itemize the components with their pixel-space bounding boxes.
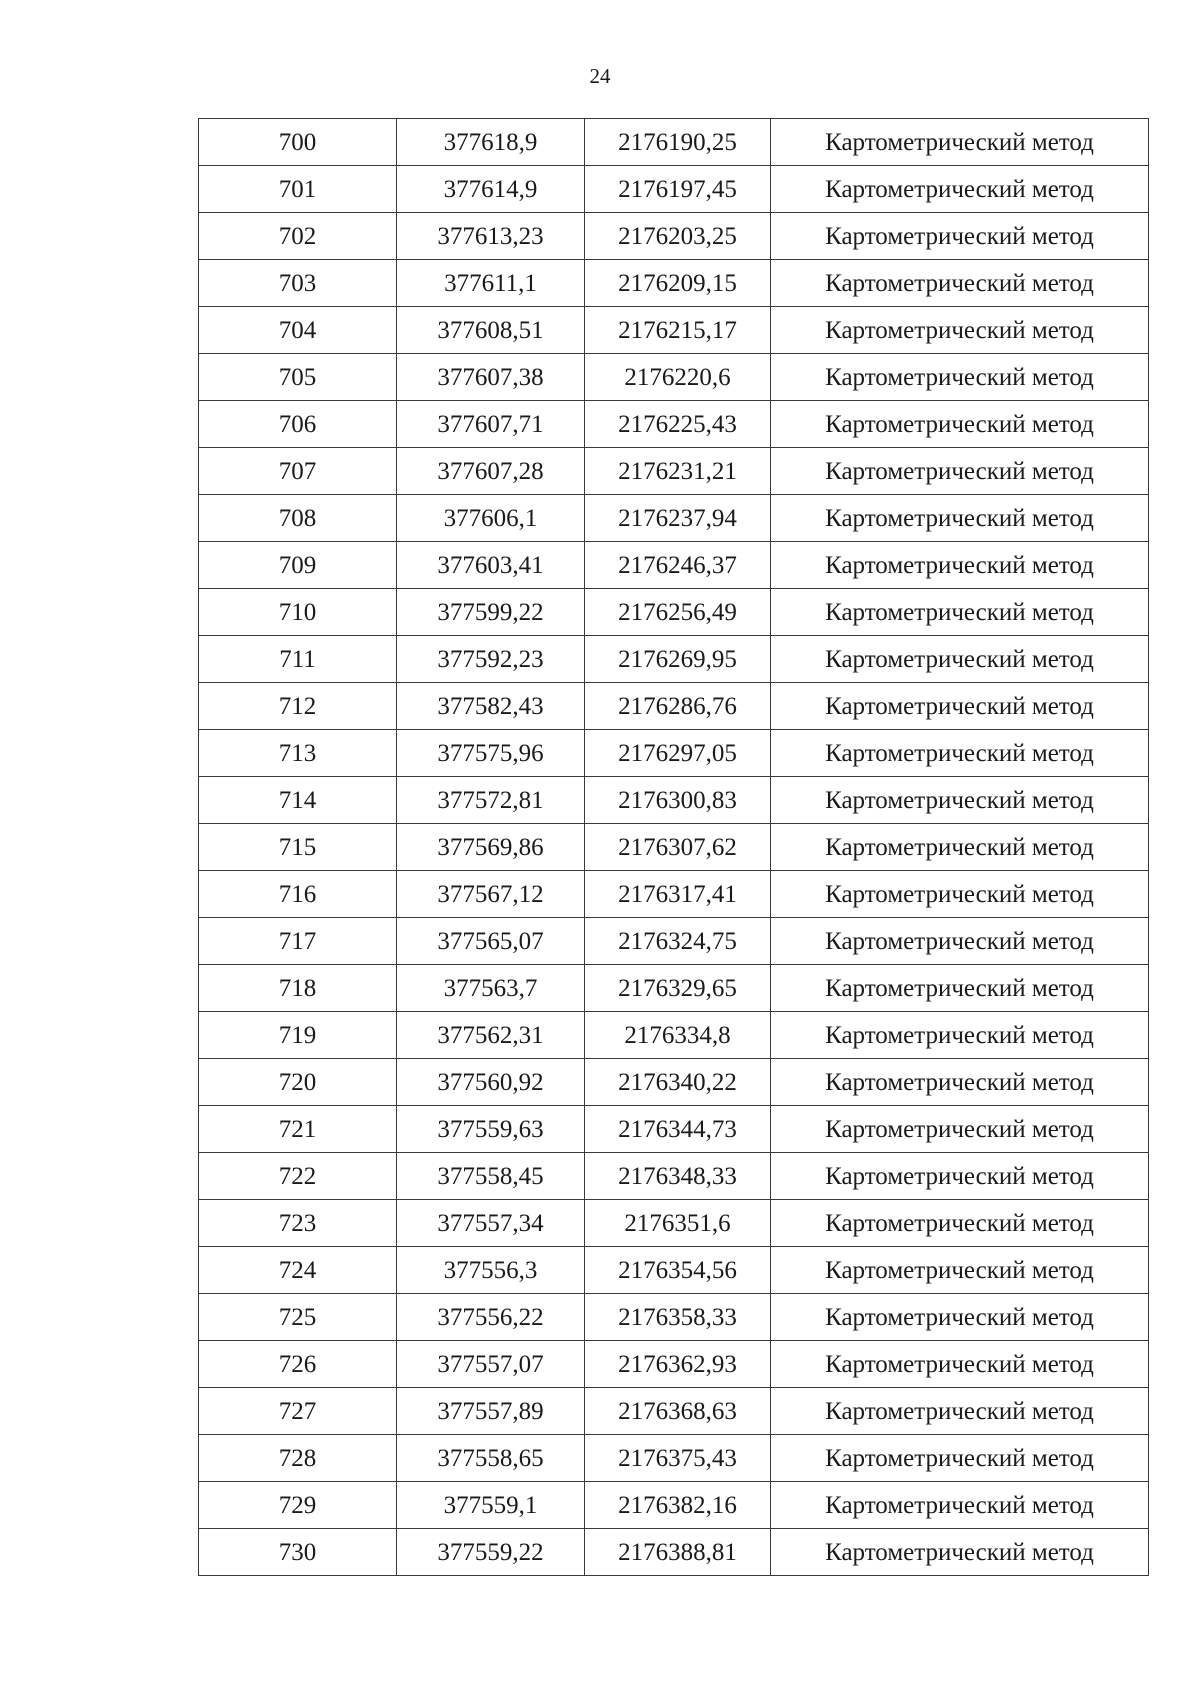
point-number-cell: 701 — [199, 166, 397, 213]
table-row — [199, 1294, 1149, 1341]
y-coordinate-cell: 2176307,62 — [585, 824, 771, 871]
point-number-cell: 720 — [199, 1059, 397, 1106]
y-coordinate-cell: 2176324,75 — [585, 918, 771, 965]
table-row — [199, 824, 1149, 871]
method-cell: Картометрический метод — [771, 1247, 1149, 1294]
point-number-cell: 702 — [199, 213, 397, 260]
table-row — [199, 166, 1149, 213]
y-coordinate-cell: 2176344,73 — [585, 1106, 771, 1153]
table-row — [199, 448, 1149, 495]
method-cell: Картометрический метод — [771, 777, 1149, 824]
point-number-cell: 727 — [199, 1388, 397, 1435]
page-number: 24 — [589, 64, 611, 88]
x-coordinate-cell: 377558,45 — [397, 1153, 585, 1200]
x-coordinate-cell: 377607,38 — [397, 354, 585, 401]
y-coordinate-cell: 2176329,65 — [585, 965, 771, 1012]
table-row — [199, 260, 1149, 307]
y-coordinate-cell: 2176382,16 — [585, 1482, 771, 1529]
y-coordinate-cell: 2176340,22 — [585, 1059, 771, 1106]
x-coordinate-cell: 377563,7 — [397, 965, 585, 1012]
table-row — [199, 354, 1149, 401]
x-coordinate-cell: 377575,96 — [397, 730, 585, 777]
x-coordinate-cell: 377569,86 — [397, 824, 585, 871]
table-row — [199, 495, 1149, 542]
x-coordinate-cell: 377603,41 — [397, 542, 585, 589]
method-cell: Картометрический метод — [771, 1200, 1149, 1247]
point-number-cell: 708 — [199, 495, 397, 542]
x-coordinate-cell: 377559,63 — [397, 1106, 585, 1153]
point-number-cell: 729 — [199, 1482, 397, 1529]
table-row — [199, 1341, 1149, 1388]
point-number-cell: 728 — [199, 1435, 397, 1482]
x-coordinate-cell: 377560,92 — [397, 1059, 585, 1106]
coordinates-table — [198, 118, 1149, 1576]
x-coordinate-cell: 377606,1 — [397, 495, 585, 542]
y-coordinate-cell: 2176209,15 — [585, 260, 771, 307]
method-cell: Картометрический метод — [771, 1153, 1149, 1200]
point-number-cell: 714 — [199, 777, 397, 824]
method-cell: Картометрический метод — [771, 965, 1149, 1012]
method-cell: Картометрический метод — [771, 213, 1149, 260]
x-coordinate-cell: 377599,22 — [397, 589, 585, 636]
point-number-cell: 719 — [199, 1012, 397, 1059]
table-row — [199, 307, 1149, 354]
method-cell: Картометрический метод — [771, 260, 1149, 307]
table-row — [199, 871, 1149, 918]
table-row — [199, 1529, 1149, 1576]
x-coordinate-cell: 377559,22 — [397, 1529, 585, 1576]
method-cell: Картометрический метод — [771, 730, 1149, 777]
y-coordinate-cell: 2176203,25 — [585, 213, 771, 260]
method-cell: Картометрический метод — [771, 1341, 1149, 1388]
x-coordinate-cell: 377572,81 — [397, 777, 585, 824]
method-cell: Картометрический метод — [771, 448, 1149, 495]
table-row — [199, 683, 1149, 730]
method-cell: Картометрический метод — [771, 1435, 1149, 1482]
x-coordinate-cell: 377614,9 — [397, 166, 585, 213]
y-coordinate-cell: 2176388,81 — [585, 1529, 771, 1576]
point-number-cell: 721 — [199, 1106, 397, 1153]
table-row — [199, 730, 1149, 777]
y-coordinate-cell: 2176286,76 — [585, 683, 771, 730]
method-cell: Картометрический метод — [771, 824, 1149, 871]
table-row — [199, 636, 1149, 683]
point-number-cell: 718 — [199, 965, 397, 1012]
x-coordinate-cell: 377562,31 — [397, 1012, 585, 1059]
y-coordinate-cell: 2176362,93 — [585, 1341, 771, 1388]
y-coordinate-cell: 2176317,41 — [585, 871, 771, 918]
y-coordinate-cell: 2176269,95 — [585, 636, 771, 683]
y-coordinate-cell: 2176197,45 — [585, 166, 771, 213]
table-row — [199, 589, 1149, 636]
table-row — [199, 1482, 1149, 1529]
x-coordinate-cell: 377608,51 — [397, 307, 585, 354]
method-cell: Картометрический метод — [771, 1106, 1149, 1153]
y-coordinate-cell: 2176225,43 — [585, 401, 771, 448]
method-cell: Картометрический метод — [771, 683, 1149, 730]
point-number-cell: 704 — [199, 307, 397, 354]
point-number-cell: 711 — [199, 636, 397, 683]
table-row — [199, 213, 1149, 260]
x-coordinate-cell: 377559,1 — [397, 1482, 585, 1529]
method-cell: Картометрический метод — [771, 1482, 1149, 1529]
method-cell: Картометрический метод — [771, 871, 1149, 918]
method-cell: Картометрический метод — [771, 918, 1149, 965]
x-coordinate-cell: 377607,28 — [397, 448, 585, 495]
point-number-cell: 722 — [199, 1153, 397, 1200]
y-coordinate-cell: 2176190,25 — [585, 119, 771, 166]
table-row — [199, 777, 1149, 824]
y-coordinate-cell: 2176246,37 — [585, 542, 771, 589]
y-coordinate-cell: 2176300,83 — [585, 777, 771, 824]
table-row — [199, 1012, 1149, 1059]
point-number-cell: 700 — [199, 119, 397, 166]
method-cell: Картометрический метод — [771, 1059, 1149, 1106]
point-number-cell: 725 — [199, 1294, 397, 1341]
x-coordinate-cell: 377592,23 — [397, 636, 585, 683]
x-coordinate-cell: 377558,65 — [397, 1435, 585, 1482]
method-cell: Картометрический метод — [771, 354, 1149, 401]
method-cell: Картометрический метод — [771, 589, 1149, 636]
y-coordinate-cell: 2176215,17 — [585, 307, 771, 354]
y-coordinate-cell: 2176354,56 — [585, 1247, 771, 1294]
x-coordinate-cell: 377607,71 — [397, 401, 585, 448]
x-coordinate-cell: 377557,34 — [397, 1200, 585, 1247]
table-row — [199, 1435, 1149, 1482]
point-number-cell: 724 — [199, 1247, 397, 1294]
point-number-cell: 709 — [199, 542, 397, 589]
table-row — [199, 1153, 1149, 1200]
method-cell: Картометрический метод — [771, 1012, 1149, 1059]
point-number-cell: 712 — [199, 683, 397, 730]
table-row — [199, 965, 1149, 1012]
point-number-cell: 716 — [199, 871, 397, 918]
point-number-cell: 710 — [199, 589, 397, 636]
x-coordinate-cell: 377613,23 — [397, 213, 585, 260]
point-number-cell: 717 — [199, 918, 397, 965]
x-coordinate-cell: 377556,3 — [397, 1247, 585, 1294]
coordinates-table-body — [199, 119, 1149, 1576]
x-coordinate-cell: 377557,89 — [397, 1388, 585, 1435]
point-number-cell: 726 — [199, 1341, 397, 1388]
point-number-cell: 707 — [199, 448, 397, 495]
table-row — [199, 119, 1149, 166]
y-coordinate-cell: 2176375,43 — [585, 1435, 771, 1482]
y-coordinate-cell: 2176348,33 — [585, 1153, 771, 1200]
y-coordinate-cell: 2176237,94 — [585, 495, 771, 542]
y-coordinate-cell: 2176231,21 — [585, 448, 771, 495]
y-coordinate-cell: 2176358,33 — [585, 1294, 771, 1341]
y-coordinate-cell: 2176351,6 — [585, 1200, 771, 1247]
method-cell: Картометрический метод — [771, 542, 1149, 589]
table-row — [199, 1247, 1149, 1294]
y-coordinate-cell: 2176368,63 — [585, 1388, 771, 1435]
method-cell: Картометрический метод — [771, 166, 1149, 213]
point-number-cell: 713 — [199, 730, 397, 777]
table-row — [199, 1200, 1149, 1247]
method-cell: Картометрический метод — [771, 1388, 1149, 1435]
point-number-cell: 705 — [199, 354, 397, 401]
x-coordinate-cell: 377567,12 — [397, 871, 585, 918]
table-row — [199, 1388, 1149, 1435]
point-number-cell: 703 — [199, 260, 397, 307]
point-number-cell: 723 — [199, 1200, 397, 1247]
table-row — [199, 401, 1149, 448]
method-cell: Картометрический метод — [771, 1529, 1149, 1576]
table-row — [199, 1106, 1149, 1153]
point-number-cell: 730 — [199, 1529, 397, 1576]
method-cell: Картометрический метод — [771, 401, 1149, 448]
method-cell: Картометрический метод — [771, 119, 1149, 166]
x-coordinate-cell: 377582,43 — [397, 683, 585, 730]
x-coordinate-cell: 377557,07 — [397, 1341, 585, 1388]
x-coordinate-cell: 377565,07 — [397, 918, 585, 965]
method-cell: Картометрический метод — [771, 495, 1149, 542]
method-cell: Картометрический метод — [771, 307, 1149, 354]
table-row — [199, 918, 1149, 965]
y-coordinate-cell: 2176256,49 — [585, 589, 771, 636]
x-coordinate-cell: 377618,9 — [397, 119, 585, 166]
y-coordinate-cell: 2176297,05 — [585, 730, 771, 777]
x-coordinate-cell: 377556,22 — [397, 1294, 585, 1341]
y-coordinate-cell: 2176334,8 — [585, 1012, 771, 1059]
y-coordinate-cell: 2176220,6 — [585, 354, 771, 401]
table-row — [199, 542, 1149, 589]
method-cell: Картометрический метод — [771, 1294, 1149, 1341]
point-number-cell: 715 — [199, 824, 397, 871]
table-row — [199, 1059, 1149, 1106]
point-number-cell: 706 — [199, 401, 397, 448]
method-cell: Картометрический метод — [771, 636, 1149, 683]
x-coordinate-cell: 377611,1 — [397, 260, 585, 307]
